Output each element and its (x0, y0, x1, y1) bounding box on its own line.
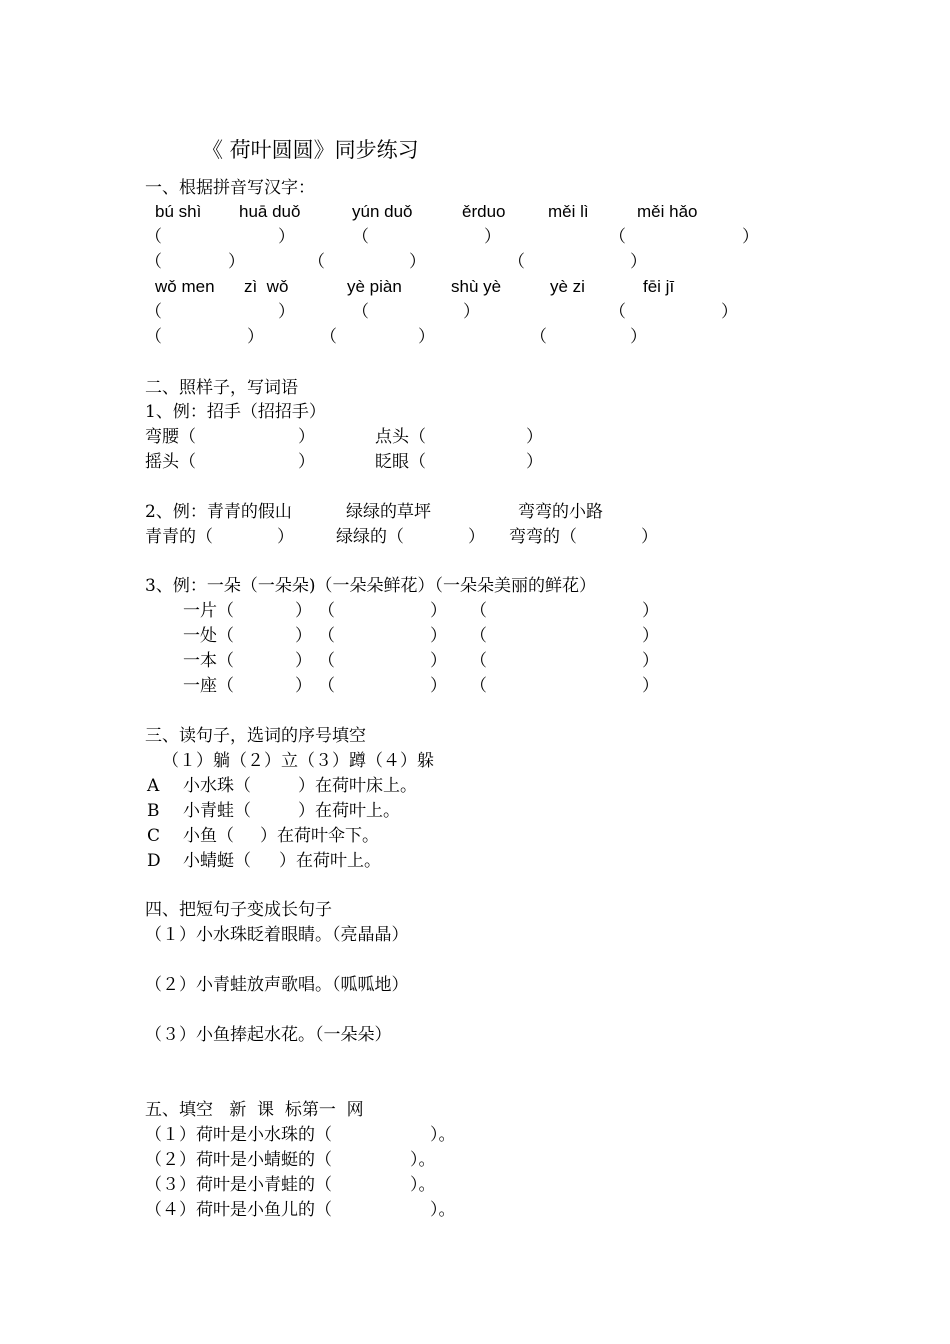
question-row (0, 774, 950, 798)
blank-open: （ (145, 227, 162, 247)
example-2 (0, 500, 950, 524)
example-2-text: 2、例：青青的假山 (145, 502, 292, 522)
pinyin-row-2 (0, 275, 950, 299)
section-2-heading (0, 376, 950, 400)
blank-close: ） (463, 302, 480, 322)
blank-close: ） (295, 676, 312, 696)
blank-close: ） (526, 427, 543, 447)
blank-close: ） (642, 676, 659, 696)
blank-close: ） (228, 252, 245, 272)
worksheet-title (0, 138, 950, 162)
question-row (0, 824, 950, 848)
blank-open: （ (470, 626, 487, 646)
example-1 (0, 400, 950, 424)
question-prompt: 一片（ (183, 601, 234, 621)
blank-close: ） (418, 327, 435, 347)
question-row (0, 1198, 950, 1222)
blank-close: ） (642, 601, 659, 621)
sentence-item: （１）小水珠眨着眼睛。（亮晶晶） (145, 925, 409, 945)
item-letter: D (147, 851, 161, 871)
sentence-item: （３）小鱼捧起水花。（一朵朵） (145, 1025, 392, 1045)
pinyin-item: yún duǒ (352, 202, 413, 221)
list-item (0, 973, 950, 997)
question-suffix: ）在荷叶上。 (298, 801, 400, 821)
answer-blank-row (0, 325, 950, 349)
question-row (0, 525, 950, 549)
list-item (0, 1023, 950, 1047)
section-1-heading (0, 176, 950, 200)
blank-close: ） (642, 626, 659, 646)
question-suffix: ）。 (410, 1150, 436, 1170)
blank-close: ） (742, 227, 759, 247)
sentence-item: （２）小青蛙放声歌唱。（呱呱地） (145, 975, 409, 995)
blank-open: （ (318, 601, 335, 621)
section-3-heading (0, 724, 950, 748)
answer-blank-row (0, 225, 950, 249)
blank-close: ） (295, 601, 312, 621)
example-3-text: 3、例：一朵（一朵朵)（一朵朵鲜花）（一朵朵美丽的鲜花） (145, 576, 596, 596)
question-suffix: ）在荷叶上。 (279, 851, 381, 871)
question-prompt: （３）荷叶是小青蛙的（ (145, 1175, 332, 1195)
blank-open: （ (470, 601, 487, 621)
section-5-heading (0, 1098, 950, 1122)
section-5-heading-text: 五、填空 新 课 标第一 网 (145, 1100, 364, 1120)
pinyin-item: shù yè (451, 277, 502, 296)
section-1-heading-text: 一、根据拼音写汉字： (145, 178, 315, 198)
pinyin-item: fēi jī (643, 277, 675, 296)
blank-open: （ (609, 302, 626, 322)
question-row (0, 849, 950, 873)
question-suffix: ）在荷叶伞下。 (260, 826, 379, 846)
question-prompt: 眨眼（ (375, 452, 426, 472)
blank-open: （ (352, 302, 369, 322)
blank-open: （ (145, 252, 162, 272)
list-item (0, 923, 950, 947)
blank-open: （ (145, 327, 162, 347)
pinyin-item: zì wǒ (244, 277, 289, 296)
pinyin-item: huā duǒ (239, 202, 301, 221)
question-row (0, 674, 950, 698)
question-row (0, 1123, 950, 1147)
pinyin-item: bú shì (155, 202, 202, 221)
blank-open: （ (318, 676, 335, 696)
section-4-heading (0, 898, 950, 922)
question-row (0, 799, 950, 823)
question-prompt: 点头（ (375, 427, 426, 447)
question-row (0, 649, 950, 673)
blank-close: ） (409, 252, 426, 272)
pinyin-item: měi hǎo (637, 202, 698, 221)
word-options (0, 749, 950, 773)
blank-close: ） (468, 527, 485, 547)
answer-blank-row (0, 300, 950, 324)
question-prompt: 一处（ (183, 626, 234, 646)
blank-close: ） (278, 227, 295, 247)
question-row (0, 425, 950, 449)
question-suffix: ）在荷叶床上。 (298, 776, 417, 796)
section-4-heading-text: 四、把短句子变成长句子 (145, 900, 332, 920)
blank-open: （ (609, 227, 626, 247)
question-prompt: 弯弯的（ (509, 527, 577, 547)
question-prompt: （４）荷叶是小鱼儿的（ (145, 1200, 332, 1220)
section-2-heading-text: 二、照样子，写词语 (145, 378, 298, 398)
blank-open: （ (470, 676, 487, 696)
item-letter: A (147, 776, 160, 796)
question-prompt: （２）荷叶是小蜻蜓的（ (145, 1150, 332, 1170)
question-prompt: 青青的（ (145, 527, 213, 547)
item-letter: C (147, 826, 161, 846)
pinyin-row-1 (0, 200, 950, 224)
question-prompt: 弯腰（ (145, 427, 196, 447)
blank-close: ） (630, 327, 647, 347)
question-row (0, 1148, 950, 1172)
question-prompt: 绿绿的（ (336, 527, 404, 547)
section-3-heading-text: 三、读句子，选词的序号填空 (145, 726, 366, 746)
blank-close: ） (484, 227, 501, 247)
pinyin-item: yè zi (550, 277, 585, 296)
blank-close: ） (430, 676, 447, 696)
page-title: 《 荷叶圆圆》同步练习 (202, 138, 419, 162)
blank-open: （ (508, 252, 525, 272)
blank-close: ） (298, 427, 315, 447)
pinyin-item: wǒ men (155, 277, 215, 296)
blank-close: ） (642, 651, 659, 671)
question-prompt: 一座（ (183, 676, 234, 696)
question-row (0, 1173, 950, 1197)
question-row (0, 599, 950, 623)
question-prompt: 小青蛙（ (183, 801, 251, 821)
blank-close: ） (641, 527, 658, 547)
blank-close: ） (247, 327, 264, 347)
question-suffix: ）。 (430, 1125, 456, 1145)
answer-blank-row (0, 250, 950, 274)
question-prompt: 小鱼（ (183, 826, 234, 846)
question-prompt: 小蜻蜓（ (183, 851, 251, 871)
blank-close: ） (298, 452, 315, 472)
word-options-text: （１）躺（２）立（３）蹲（４）躲 (162, 751, 434, 771)
pinyin-item: yè piàn (347, 277, 402, 296)
blank-open: （ (308, 252, 325, 272)
blank-open: （ (318, 651, 335, 671)
example-1-text: 1、例：招手（招招手） (145, 402, 326, 422)
blank-open: （ (470, 651, 487, 671)
blank-close: ） (277, 527, 294, 547)
question-row (0, 450, 950, 474)
example-2-text: 绿绿的草坪 (346, 502, 431, 522)
blank-open: （ (352, 227, 369, 247)
question-prompt: 一本（ (183, 651, 234, 671)
blank-close: ） (630, 252, 647, 272)
blank-open: （ (145, 302, 162, 322)
example-2-text: 弯弯的小路 (518, 502, 603, 522)
blank-close: ） (430, 651, 447, 671)
blank-close: ） (295, 651, 312, 671)
blank-close: ） (430, 601, 447, 621)
question-suffix: ）。 (410, 1175, 436, 1195)
question-prompt: （１）荷叶是小水珠的（ (145, 1125, 332, 1145)
blank-close: ） (295, 626, 312, 646)
blank-close: ） (430, 626, 447, 646)
blank-open: （ (320, 327, 337, 347)
blank-close: ） (526, 452, 543, 472)
blank-open: （ (530, 327, 547, 347)
blank-close: ） (278, 302, 295, 322)
blank-close: ） (721, 302, 738, 322)
question-suffix: ）。 (430, 1200, 456, 1220)
pinyin-item: ěrduo (462, 202, 506, 221)
pinyin-item: měi lì (548, 202, 589, 221)
question-prompt: 小水珠（ (183, 776, 251, 796)
blank-open: （ (318, 626, 335, 646)
question-prompt: 摇头（ (145, 452, 196, 472)
question-row (0, 624, 950, 648)
example-3 (0, 574, 950, 598)
item-letter: B (147, 801, 160, 821)
